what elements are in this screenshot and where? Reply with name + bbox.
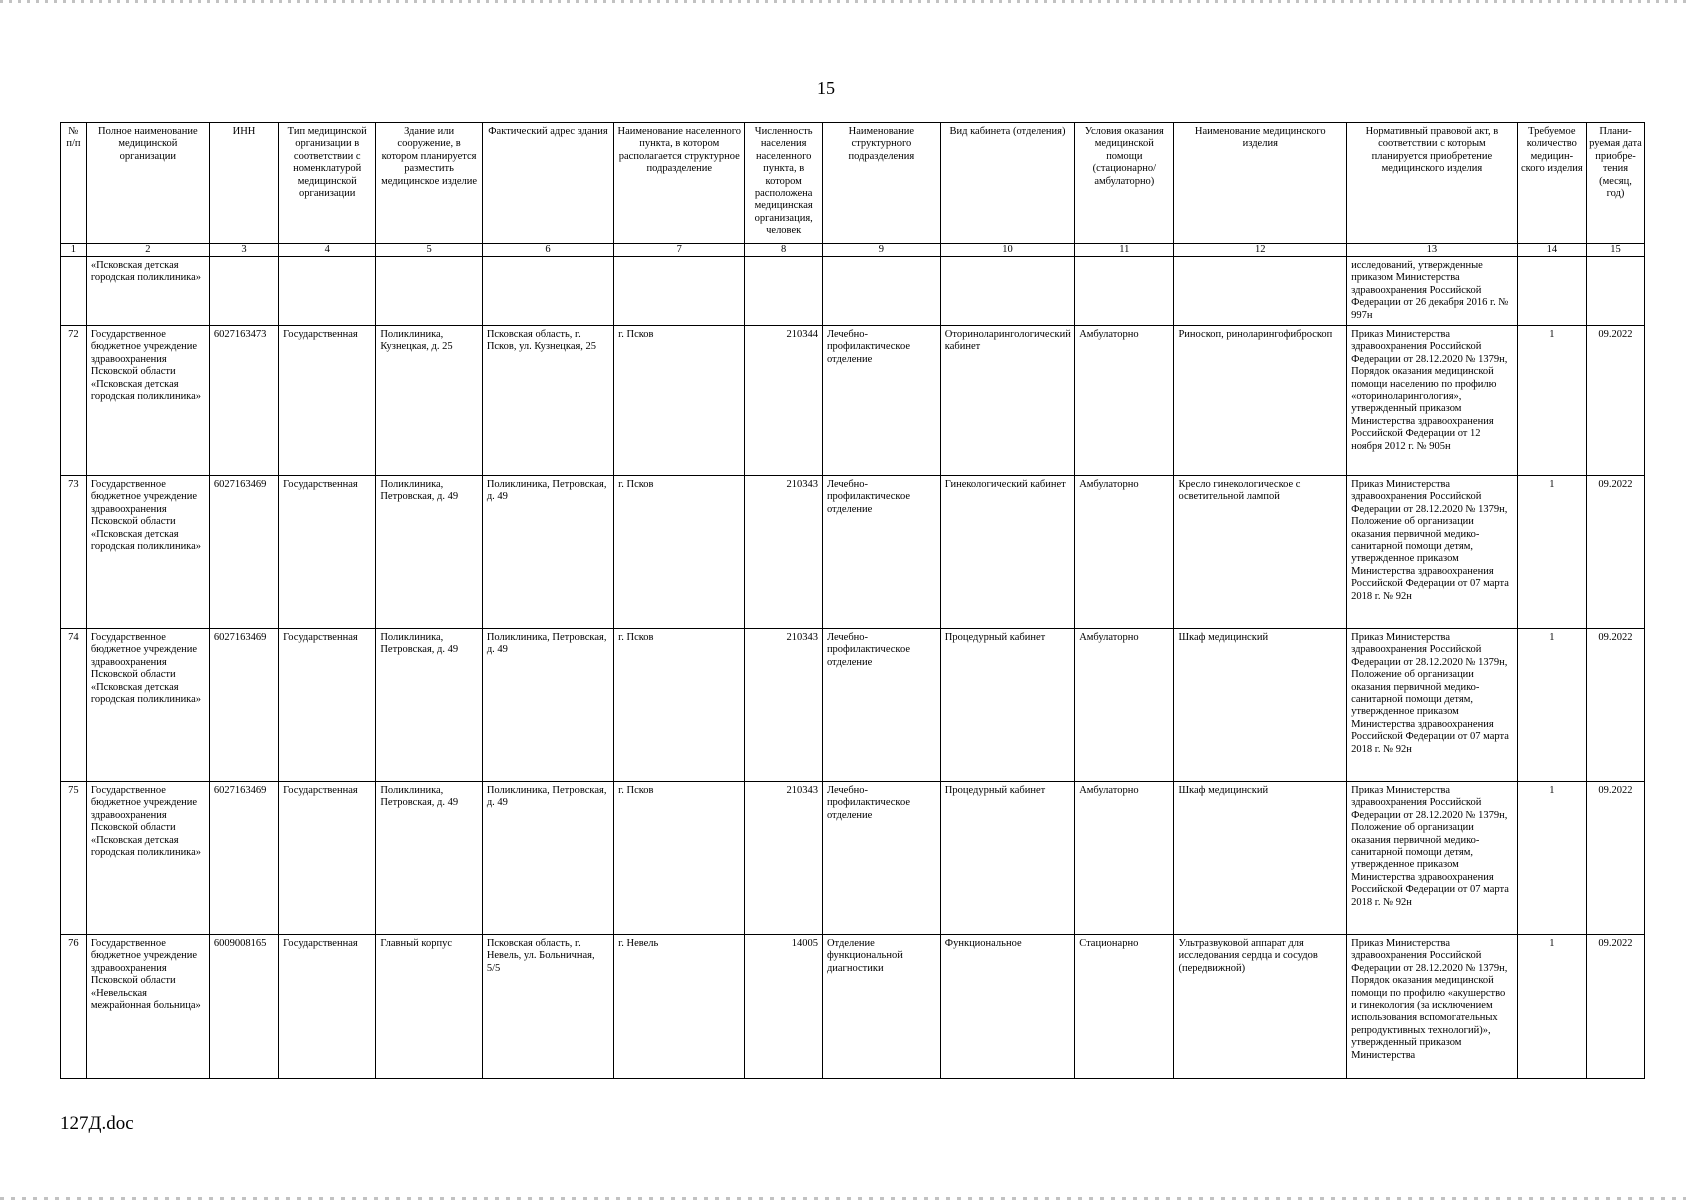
cabinet-type: Оториноларингологический кабинет: [940, 326, 1074, 476]
column-number: 1: [61, 244, 87, 257]
header-cell: Требуемое количество медицин-ского изделия: [1517, 123, 1586, 244]
table-row: [61, 476, 1645, 629]
org-type: Государственная: [279, 326, 376, 476]
org-name: Государственное бюджетное учреждение здравоохранения Псковской области «Псковская детская городская поликлиника»: [86, 476, 209, 629]
purchase-date: 09.2022: [1586, 629, 1644, 782]
org-type: Государственная: [279, 935, 376, 1079]
device-name: Ультразвуковой аппарат для исследования сердца и сосудов (передвижной): [1174, 935, 1347, 1079]
header-cell: Численность населения населенного пункта, в котором расположена медицинская организация, человек: [745, 123, 823, 244]
column-number: 7: [614, 244, 745, 257]
column-number: 4: [279, 244, 376, 257]
population: 210343: [745, 629, 823, 782]
header-cell: Наименование медицинского изделия: [1174, 123, 1347, 244]
inn: [209, 257, 278, 326]
device-name: [1174, 257, 1347, 326]
header-cell: Нормативный правовой акт, в соответствии с которым планируется приобретение медицинского изделия: [1347, 123, 1518, 244]
org-name: «Псковская детская городская поликлиника»: [86, 257, 209, 326]
header-cell: Фактический адрес здания: [482, 123, 613, 244]
column-number-row: [61, 244, 1645, 257]
device-name: Кресло гинекологическое с осветительной лампой: [1174, 476, 1347, 629]
locality: г. Невель: [614, 935, 745, 1079]
purchase-date: 09.2022: [1586, 476, 1644, 629]
address: Поликлиника, Петровская, д. 49: [482, 476, 613, 629]
locality: г. Псков: [614, 476, 745, 629]
cabinet-type: Процедурный кабинет: [940, 629, 1074, 782]
cabinet-type: [940, 257, 1074, 326]
address: Поликлиника, Петровская, д. 49: [482, 782, 613, 935]
care-conditions: Амбулаторно: [1075, 782, 1174, 935]
header-cell: Здание или сооружение, в котором планируется разместить медицинское изделие: [376, 123, 482, 244]
header-cell: Наименование населенного пункта, в котором располагается структурное подразделение: [614, 123, 745, 244]
table-row: [61, 782, 1645, 935]
population: 210344: [745, 326, 823, 476]
address: Поликлиника, Петровская, д. 49: [482, 629, 613, 782]
population: [745, 257, 823, 326]
population: 14005: [745, 935, 823, 1079]
care-conditions: Амбулаторно: [1075, 326, 1174, 476]
inn: 6027163469: [209, 629, 278, 782]
org-name: Государственное бюджетное учреждение здравоохранения Псковской области «Псковская детская городская поликлиника»: [86, 782, 209, 935]
structural-unit: Лечебно-профилактическое отделение: [822, 629, 940, 782]
address: Псковская область, г. Невель, ул. Больничная, 5/5: [482, 935, 613, 1079]
inn: 6027163469: [209, 782, 278, 935]
header-cell: ИНН: [209, 123, 278, 244]
population: 210343: [745, 782, 823, 935]
table-row: [61, 935, 1645, 1079]
legal-act: Приказ Министерства здравоохранения Российской Федерации от 28.12.2020 № 1379н, Порядок оказания медицинской помощи по профилю «акушерство и гинекология (за исключением использования вспомогательных репродуктивных технологий)», утвержденный приказом Министерства: [1347, 935, 1518, 1079]
population: 210343: [745, 476, 823, 629]
table-row: [61, 326, 1645, 476]
inn: 6009008165: [209, 935, 278, 1079]
structural-unit: Лечебно-профилактическое отделение: [822, 476, 940, 629]
quantity: 1: [1517, 326, 1586, 476]
scan-edge-top: [0, 0, 1686, 3]
column-number: 8: [745, 244, 823, 257]
locality: г. Псков: [614, 326, 745, 476]
column-number: 2: [86, 244, 209, 257]
quantity: 1: [1517, 935, 1586, 1079]
table-row: [61, 629, 1645, 782]
building: Поликлиника, Петровская, д. 49: [376, 476, 482, 629]
quantity: [1517, 257, 1586, 326]
structural-unit: Отделение функциональной диагностики: [822, 935, 940, 1079]
column-number: 13: [1347, 244, 1518, 257]
org-type: Государственная: [279, 782, 376, 935]
quantity: 1: [1517, 782, 1586, 935]
column-number: 12: [1174, 244, 1347, 257]
inn: 6027163469: [209, 476, 278, 629]
locality: г. Псков: [614, 782, 745, 935]
header-cell: Условия оказания медицинской помощи (стационарно/ амбулаторно): [1075, 123, 1174, 244]
purchase-date: 09.2022: [1586, 935, 1644, 1079]
address: Псковская область, г. Псков, ул. Кузнецкая, 25: [482, 326, 613, 476]
structural-unit: Лечебно-профилактическое отделение: [822, 326, 940, 476]
address: [482, 257, 613, 326]
header-cell: Вид кабинета (отделения): [940, 123, 1074, 244]
column-number: 3: [209, 244, 278, 257]
header-cell: № п/п: [61, 123, 87, 244]
row-number: 73: [61, 476, 87, 629]
device-name: Шкаф медицинский: [1174, 782, 1347, 935]
org-type: Государственная: [279, 476, 376, 629]
org-name: Государственное бюджетное учреждение здравоохранения Псковской области «Псковская детская городская поликлиника»: [86, 629, 209, 782]
row-number: [61, 257, 87, 326]
care-conditions: Стационарно: [1075, 935, 1174, 1079]
device-name: Риноскоп, риноларингофиброскоп: [1174, 326, 1347, 476]
legal-act: Приказ Министерства здравоохранения Российской Федерации от 28.12.2020 № 1379н, Положение об организации оказания первичной медико-санитарной помощи детям, утвержденное приказом Министерства здравоохранения Российской Федерации от 07 марта 2018 г. № 92н: [1347, 476, 1518, 629]
structural-unit: [822, 257, 940, 326]
document-filename: 127Д.doc: [60, 1113, 134, 1134]
org-name: Государственное бюджетное учреждение здравоохранения Псковской области «Псковская детская городская поликлиника»: [86, 326, 209, 476]
row-number: 72: [61, 326, 87, 476]
quantity: 1: [1517, 629, 1586, 782]
building: Главный корпус: [376, 935, 482, 1079]
care-conditions: Амбулаторно: [1075, 629, 1174, 782]
purchase-date: 09.2022: [1586, 782, 1644, 935]
inn: 6027163473: [209, 326, 278, 476]
page-number: 15: [817, 78, 835, 98]
header-cell: Тип медицинской организации в соответствии с номенклатурой медицинской организации: [279, 123, 376, 244]
column-number: 10: [940, 244, 1074, 257]
column-number: 5: [376, 244, 482, 257]
org-type: [279, 257, 376, 326]
care-conditions: [1075, 257, 1174, 326]
locality: [614, 257, 745, 326]
column-number: 15: [1586, 244, 1644, 257]
building: [376, 257, 482, 326]
device-name: Шкаф медицинский: [1174, 629, 1347, 782]
cabinet-type: Функциональное: [940, 935, 1074, 1079]
locality: г. Псков: [614, 629, 745, 782]
care-conditions: Амбулаторно: [1075, 476, 1174, 629]
purchase-date: 09.2022: [1586, 326, 1644, 476]
table-row: [61, 257, 1645, 326]
structural-unit: Лечебно-профилактическое отделение: [822, 782, 940, 935]
header-row: [61, 123, 1645, 244]
org-type: Государственная: [279, 629, 376, 782]
quantity: 1: [1517, 476, 1586, 629]
column-number: 6: [482, 244, 613, 257]
org-name: Государственное бюджетное учреждение здравоохранения Псковской области «Невельская межрайонная больница»: [86, 935, 209, 1079]
legal-act: Приказ Министерства здравоохранения Российской Федерации от 28.12.2020 № 1379н, Порядок оказания медицинской помощи населению по профилю «оториноларингология», утвержденный приказом Министерства здравоохранения Российской Федерации от 12 ноября 2012 г. № 905н: [1347, 326, 1518, 476]
legal-act: Приказ Министерства здравоохранения Российской Федерации от 28.12.2020 № 1379н, Положение об организации оказания первичной медико-санитарной помощи детям, утвержденное приказом Министерства здравоохранения Российской Федерации от 07 марта 2018 г. № 92н: [1347, 782, 1518, 935]
cabinet-type: Гинекологический кабинет: [940, 476, 1074, 629]
legal-act: исследований, утвержденные приказом Министерства здравоохранения Российской Федерации от 26 декабря 2016 г. № 997н: [1347, 257, 1518, 326]
building: Поликлиника, Петровская, д. 49: [376, 782, 482, 935]
purchase-date: [1586, 257, 1644, 326]
header-cell: Наименование структурного подразделения: [822, 123, 940, 244]
column-number: 9: [822, 244, 940, 257]
building: Поликлиника, Петровская, д. 49: [376, 629, 482, 782]
column-number: 11: [1075, 244, 1174, 257]
row-number: 75: [61, 782, 87, 935]
legal-act: Приказ Министерства здравоохранения Российской Федерации от 28.12.2020 № 1379н, Положение об организации оказания первичной медико-санитарной помощи детям, утвержденное приказом Министерства здравоохранения Российской Федерации от 07 марта 2018 г. № 92н: [1347, 629, 1518, 782]
row-number: 76: [61, 935, 87, 1079]
header-cell: Полное наименование медицинской организации: [86, 123, 209, 244]
equipment-table: [60, 122, 1645, 1079]
row-number: 74: [61, 629, 87, 782]
header-cell: Плани-руемая дата приобре-тения (месяц, год): [1586, 123, 1644, 244]
building: Поликлиника, Кузнецкая, д. 25: [376, 326, 482, 476]
cabinet-type: Процедурный кабинет: [940, 782, 1074, 935]
column-number: 14: [1517, 244, 1586, 257]
